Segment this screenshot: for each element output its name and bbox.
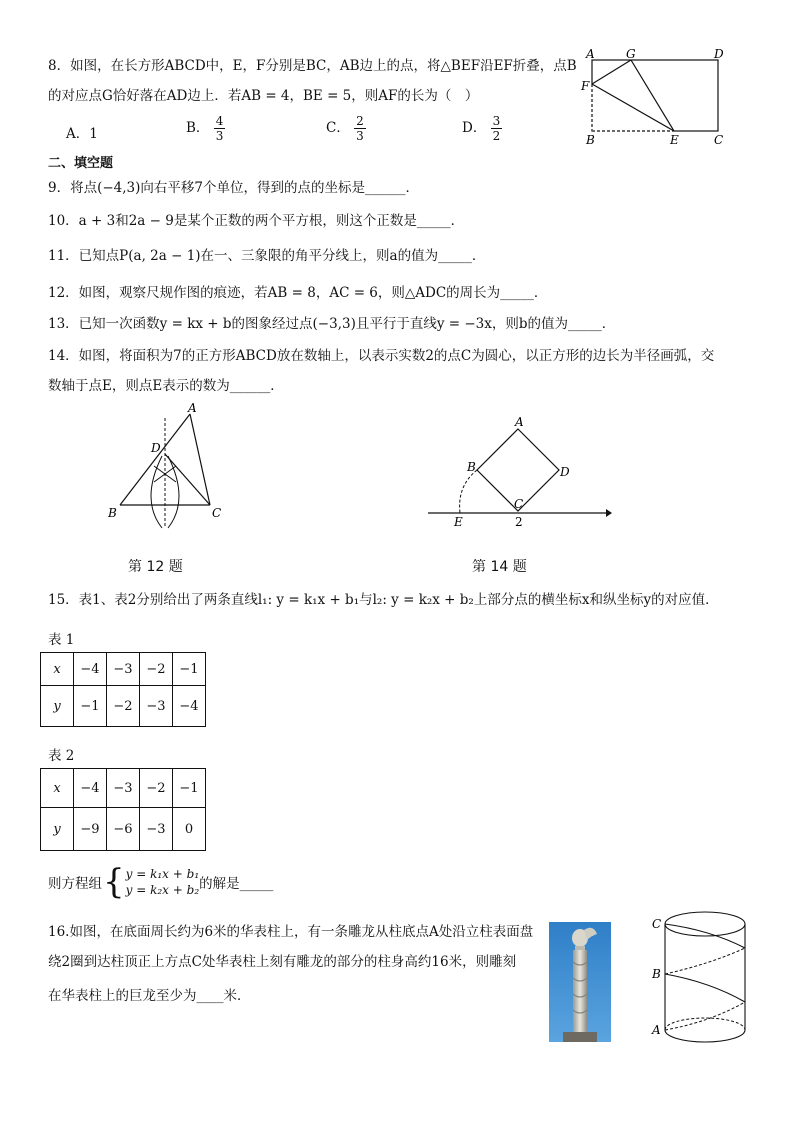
cylinder-bottom-front bbox=[665, 1030, 745, 1042]
table-cell: −2 bbox=[140, 769, 173, 808]
fig14-caption: 第 14 题 bbox=[472, 559, 527, 575]
table-cell: −3 bbox=[140, 808, 173, 851]
table-cell: −6 bbox=[107, 808, 140, 851]
side-ba bbox=[120, 414, 190, 505]
label-b: B bbox=[108, 506, 117, 520]
q15-ask-prefix: 则方程组 bbox=[48, 876, 102, 892]
label-d: D bbox=[151, 441, 161, 455]
table2-title: 表 2 bbox=[48, 748, 75, 764]
q10: 10．a + 3和2a − 9是某个正数的两个平方根，则这个正数是_____． bbox=[48, 213, 465, 229]
label-a: A bbox=[188, 401, 197, 415]
helix-back-1 bbox=[665, 1002, 745, 1030]
label-b: B bbox=[652, 967, 661, 981]
fig14-figure bbox=[424, 412, 614, 532]
table-cell: −3 bbox=[107, 653, 140, 686]
label-a: A bbox=[515, 415, 524, 429]
table-cell: −9 bbox=[74, 808, 107, 851]
label-b: B bbox=[586, 133, 595, 147]
q8-choice-c: C． $\frac{2}{3}$ bbox=[326, 114, 364, 143]
helix-front-1 bbox=[665, 974, 745, 1002]
axis-arrow bbox=[606, 509, 612, 517]
fig12-figure bbox=[104, 400, 234, 530]
label-e: E bbox=[454, 515, 463, 529]
equation-system bbox=[126, 866, 200, 898]
table1 bbox=[40, 652, 206, 727]
table-cell: −4 bbox=[74, 653, 107, 686]
q15-question bbox=[48, 862, 273, 902]
table-cell: −4 bbox=[74, 769, 107, 808]
helix-back-2 bbox=[665, 948, 745, 974]
label-f: F bbox=[581, 79, 590, 93]
label-tick-2: 2 bbox=[515, 515, 523, 529]
table-cell: y bbox=[41, 808, 74, 851]
arc-right bbox=[168, 456, 179, 528]
q12: 12．如图，观察尺规作图的痕迹，若AB = 8，AC = 6，则△ADC的周长为_____． bbox=[48, 285, 548, 301]
table2 bbox=[40, 768, 206, 851]
q16-line1: 16.如图，在底面周长约为6米的华表柱上，有一条雕龙从柱底点A处沿立柱表面盘 bbox=[48, 924, 534, 940]
q14-line1: 14．如图，将面积为7的正方形ABCD放在数轴上，以表示实数2的点C为圆心，以正方形的边长为半径画弧，交 bbox=[48, 348, 715, 364]
table-cell: −2 bbox=[107, 686, 140, 727]
q8-choice-b: B． $\frac{4}{3}$ bbox=[186, 114, 224, 143]
q8-choice-d: D． $\frac{3}{2}$ bbox=[462, 114, 501, 143]
equation-1: y = k₁x + b₁ bbox=[125, 867, 200, 881]
table-cell: −1 bbox=[173, 769, 206, 808]
label-b: B bbox=[467, 460, 476, 474]
q11: 11．已知点P(a, 2a − 1)在一、三象限的角平分线上，则a的值为_____． bbox=[48, 248, 486, 264]
q8-line2: 的对应点G恰好落在AD边上．若AB = 4，BE = 5，则AF的长为（ ） bbox=[48, 88, 479, 104]
q13: 13．已知一次函数y = kx + b的图象经过点(−3,3)且平行于直线y = −3x，则b的值为_____． bbox=[48, 316, 616, 332]
table-cell: 0 bbox=[173, 808, 206, 851]
segment-fg bbox=[592, 60, 631, 84]
q8-choice-a: A．1 bbox=[66, 126, 98, 142]
table-row bbox=[41, 653, 206, 686]
q16-line2: 绕2圈到达柱顶正上方点C处华表柱上刻有雕龙的部分的柱身高约16米，则雕刻 bbox=[48, 954, 517, 970]
table-cell: −1 bbox=[74, 686, 107, 727]
q15-ask-suffix: 的解是_____ bbox=[199, 876, 274, 892]
table-cell: −1 bbox=[173, 653, 206, 686]
brace-icon: { bbox=[103, 862, 125, 902]
q14-line2: 数轴于点E，则点E表示的数为______． bbox=[48, 378, 284, 394]
table-row bbox=[41, 769, 206, 808]
arc-be bbox=[460, 470, 477, 513]
label-c: C bbox=[514, 497, 524, 511]
label-d: D bbox=[714, 47, 724, 61]
q8-figure bbox=[578, 44, 738, 150]
label-c: C bbox=[652, 917, 662, 931]
label-d: D bbox=[560, 465, 570, 479]
segment-ge bbox=[631, 60, 674, 131]
label-a: A bbox=[586, 47, 595, 61]
label-c: C bbox=[714, 133, 724, 147]
q8-line1: 8．如图，在长方形ABCD中，E，F分别是BC，AB边上的点，将△BEF沿EF折叠，点B bbox=[48, 58, 577, 74]
segment-fe bbox=[592, 84, 674, 131]
table-cell: −3 bbox=[107, 769, 140, 808]
label-g: G bbox=[626, 47, 636, 61]
label-e: E bbox=[670, 133, 679, 147]
table-row bbox=[41, 686, 206, 727]
table1-title: 表 1 bbox=[48, 632, 75, 648]
fig12-caption: 第 12 题 bbox=[128, 559, 183, 575]
label-a: A bbox=[652, 1023, 661, 1037]
table-cell: −3 bbox=[140, 686, 173, 727]
label-c: C bbox=[212, 506, 222, 520]
table-cell: y bbox=[41, 686, 74, 727]
cylinder-figure bbox=[650, 902, 754, 1052]
q9: 9．将点(−4,3)向右平移7个单位，得到的点的坐标是______． bbox=[48, 180, 419, 196]
table-cell: −2 bbox=[140, 653, 173, 686]
equation-2: y = k₂x + b₂ bbox=[125, 883, 200, 897]
table-cell: x bbox=[41, 653, 74, 686]
table-row bbox=[41, 808, 206, 851]
q15-text: 15．表1、表2分别给出了两条直线l₁: y = k₁x + b₁与l₂: y = k₂x + b₂上部分点的横坐标x和纵坐标y的对应值． bbox=[48, 592, 719, 608]
table-cell: x bbox=[41, 769, 74, 808]
q16-line3: 在华表柱上的巨龙至少为____米． bbox=[48, 988, 251, 1004]
huabiao-photo bbox=[549, 922, 611, 1042]
arc-left bbox=[151, 456, 162, 528]
section-title: 二、填空题 bbox=[48, 156, 114, 171]
table-cell: −4 bbox=[173, 686, 206, 727]
side-ac bbox=[190, 414, 210, 505]
